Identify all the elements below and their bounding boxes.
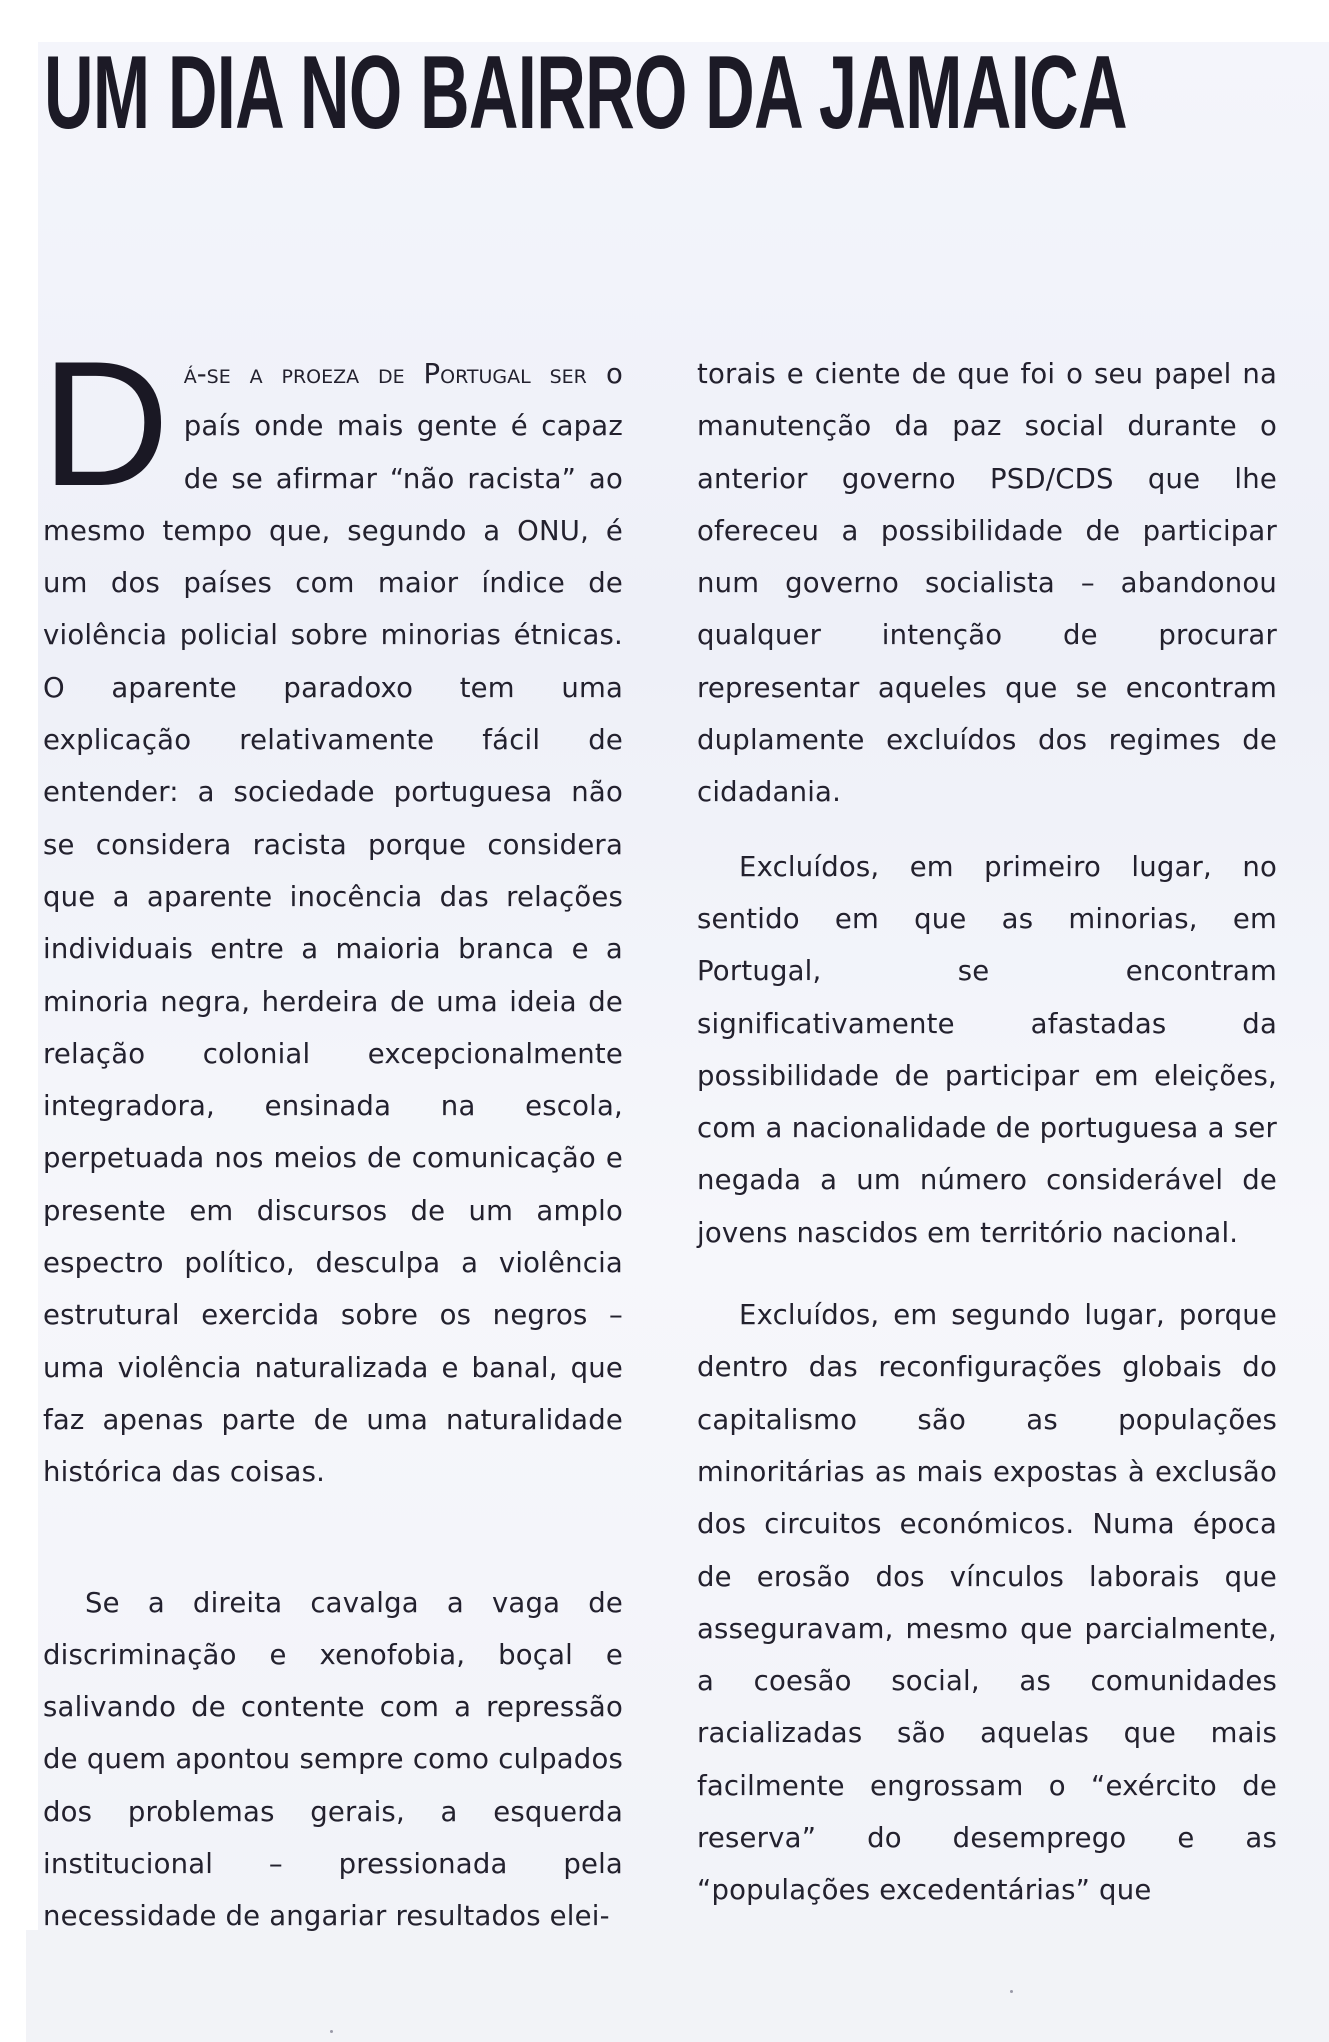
opening-text: o país onde mais gente é capaz de se afirmar “não racista” ao mesmo tempo que, segundo a ONU, é um dos países com maior índice de violência policial sobre minorias étnicas. O aparente paradoxo tem uma explicação relativamente fácil de entender: a sociedade portuguesa não se considera racista porque considera que a aparente inocência das relações individuais entre a maioria branca e a minoria negra, herdeira de uma ideia de relação colonial excepcionalmente integradora, ensinada na escola, perpetuada nos meios de comunicação e presente em discursos de um amplo espectro político, desculpa a violência estrutural exercida sobre os negros – uma violência naturalizada e banal, que faz apenas parte de uma naturalidade histórica das coisas. (43, 358, 623, 1489)
article-column-right (697, 348, 1277, 1917)
page-bottom-margin (26, 1930, 1329, 2042)
opening-lead-in: á-se a proeza de Portugal ser (183, 358, 587, 390)
paragraph-opening (41, 324, 623, 1499)
paragraph: Excluídos, em primeiro lugar, no sentido em que as minorias, em Portugal, se encontram significativamente afastadas da possibilidade de participar em eleições, com a nacionalidade de portuguesa a ser negada a um número considerável de jovens nascidos em território nacional. (697, 850, 1277, 1249)
scan-speck (330, 2030, 333, 2033)
paragraph: Excluídos, em segundo lugar, porque dentro das reconfigurações globais do capitalismo são as populações minoritárias as mais expostas à exclusão dos circuitos económicos. Numa época de erosão dos vínculos laborais que asseguravam, mesmo que parcialmente, a coesão social, as comunidades racializadas são aquelas que mais facilmente engrossam o “exército de reserva” do desemprego e as “populações excedentárias” que (697, 1299, 1277, 1907)
paragraph: torais e ciente de que foi o seu papel na manutenção da paz social durante o anterior governo PSD/CDS que lhe ofereceu a possibilidade de participar num governo socialista – abandonou qualquer intenção de procurar representar aqueles que se encontram duplamente excluídos dos regimes de cidadania. (697, 358, 1277, 809)
scan-speck (1010, 1990, 1013, 1993)
article-headline: UM DIA NO BAIRRO DA JAMAICA (44, 35, 1127, 151)
drop-cap: D (41, 324, 170, 523)
article-column-left (41, 324, 623, 1943)
paragraph: Se a direita cavalga a vaga de discriminação e xenofobia, boçal e salivando de contente com a repressão de quem apontou sempre como culpados dos problemas gerais, a esquerda institucional – pressionada pela necessidade de angariar resultados elei- (43, 1586, 623, 1933)
